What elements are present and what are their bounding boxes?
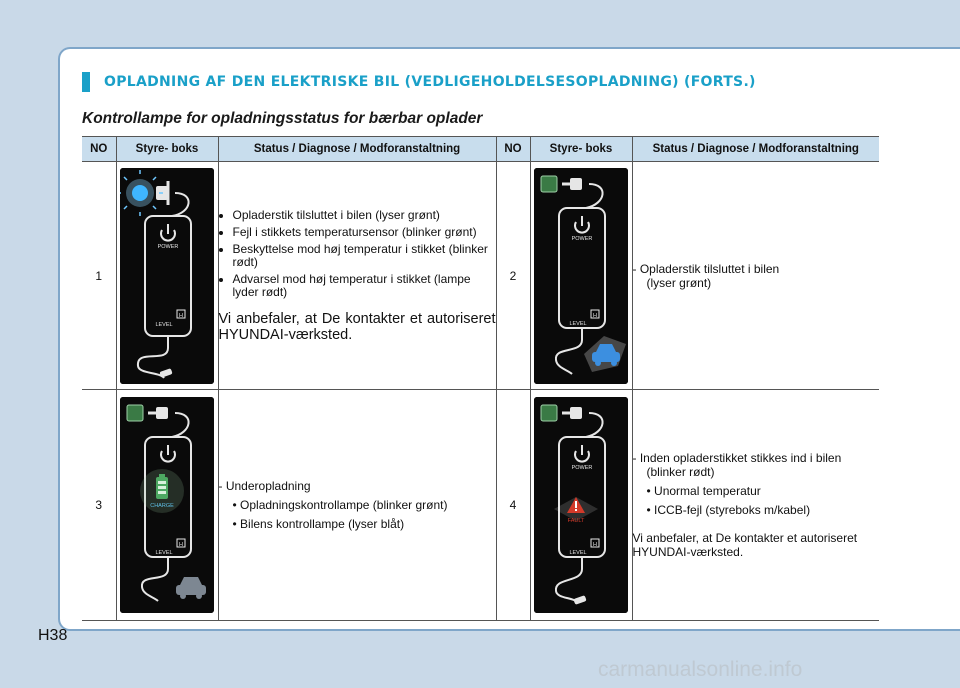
watermark-text: carmanualsonline.info (598, 658, 803, 681)
level-code: H (179, 542, 183, 548)
plug-led-icon (541, 176, 557, 192)
level-label: LEVEL (569, 550, 587, 556)
control-box-cell (530, 162, 632, 390)
section-header-bar (82, 72, 960, 92)
power-label: POWER (571, 465, 593, 471)
charger-control-box-image (534, 397, 628, 613)
charger-control-box-image (120, 397, 214, 613)
status-item: • Opladerstik tilsluttet i bilen (lyser grønt) (233, 209, 496, 222)
row-number: 3 (82, 390, 116, 621)
level-code: H (593, 542, 597, 548)
status-item: • Beskyttelse mod høj temperatur i stikket (blinker rødt) (233, 243, 496, 269)
plug-led-icon (541, 405, 557, 421)
status-line: (lyser grønt) (646, 275, 712, 290)
row-number: 2 (496, 162, 530, 390)
status-cell (218, 162, 496, 390)
status-bullet: • Unormal temperatur (646, 484, 761, 498)
plug-led-icon (127, 405, 143, 421)
status-cell (218, 390, 496, 621)
charger-control-box-image (534, 168, 628, 384)
level-label: LEVEL (155, 550, 173, 556)
control-box-cell (116, 390, 218, 621)
level-code: H (179, 312, 183, 319)
status-item: • Fejl i stikkets temperatursensor (blinker grønt) (233, 226, 496, 239)
status-line: - Inden opladerstikket stikkes ind i bilen (632, 451, 842, 465)
section-title: OPLADNING AF DEN ELEKTRISKE BIL (VEDLIGEHOLDELSESOPLADNING) (FORTS.) (104, 74, 756, 90)
power-label: POWER (571, 235, 593, 242)
status-cell (632, 162, 879, 390)
control-box-cell (530, 390, 632, 621)
row-number: 1 (82, 162, 116, 390)
recommendation-text: Vi anbefaler, at De kontakter et autoriseret HYUNDAI-værksted. (218, 310, 496, 343)
header-no: NO (82, 137, 116, 162)
header-no: NO (496, 137, 530, 162)
header-status: Status / Diagnose / Modforanstaltning (218, 137, 496, 162)
status-line: (blinker rødt) (646, 465, 715, 479)
status-item: • Advarsel mod høj temperatur i stikket (lampe lyder rødt) (233, 273, 496, 299)
level-label: LEVEL (155, 321, 173, 328)
fault-label: FAULT (567, 518, 585, 524)
row-number: 4 (496, 390, 530, 621)
status-cell (632, 390, 879, 621)
control-box-cell (116, 162, 218, 390)
table-row (82, 162, 879, 390)
table-row (82, 390, 879, 621)
power-label: POWER (157, 243, 179, 250)
status-line: - Underopladning (218, 479, 311, 493)
status-line: - Opladerstik tilsluttet i bilen (632, 261, 780, 276)
status-list (219, 209, 496, 299)
header-box: Styre- boks (530, 137, 632, 162)
charger-control-box-image (120, 168, 214, 384)
level-label: LEVEL (569, 320, 587, 327)
page-number: H38 (38, 627, 68, 644)
recommendation-text: Vi anbefaler, at De kontakter et autoriseret HYUNDAI-værksted. (632, 531, 858, 559)
charge-label: CHARGE (150, 503, 174, 509)
status-bullet: • Bilens kontrollampe (lyser blåt) (232, 517, 405, 531)
level-code: H (593, 312, 597, 319)
status-table (82, 136, 879, 621)
status-bullet: • ICCB-fejl (styreboks m/kabel) (646, 503, 811, 517)
table-header-row (82, 137, 879, 162)
header-status: Status / Diagnose / Modforanstaltning (632, 137, 879, 162)
header-box: Styre- boks (116, 137, 218, 162)
status-bullet: • Opladningskontrollampe (blinker grønt) (232, 498, 448, 512)
subsection-title: Kontrollampe for opladningsstatus for bærbar oplader (82, 110, 483, 127)
header-accent-tab (82, 72, 90, 92)
